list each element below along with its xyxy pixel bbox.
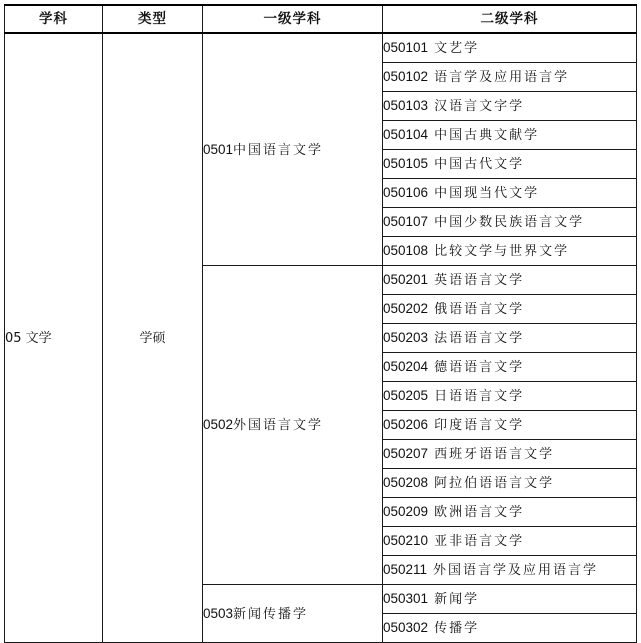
header-type: 类型 [103, 5, 203, 33]
degree-type-cell: 学硕 [103, 33, 203, 643]
second-level-cell [383, 237, 637, 266]
second-level-cell [383, 266, 637, 295]
subject-name: 俄语语言文学 [434, 302, 525, 317]
subject-name: 中国古代文学 [434, 157, 525, 172]
subject-code: 050206 [383, 417, 429, 432]
header-second-level: 二级学科 [383, 5, 637, 33]
subject-name: 比较文学与世界文学 [434, 244, 570, 259]
subject-code: 050301 [383, 591, 429, 606]
discipline-cell: 05 文学 [5, 33, 103, 643]
subject-code: 050205 [383, 388, 429, 403]
second-level-cell [383, 585, 637, 614]
subject-name: 汉语言文字学 [434, 99, 525, 114]
second-level-cell [383, 411, 637, 440]
table-body [5, 33, 637, 643]
second-level-cell [383, 179, 637, 208]
subject-name: 语言学及应用语言学 [434, 70, 570, 85]
subject-code: 050204 [383, 359, 429, 374]
second-level-cell [383, 150, 637, 179]
header-row [5, 5, 637, 33]
subject-code: 050201 [383, 272, 429, 287]
subject-name: 日语语言文学 [434, 389, 525, 404]
second-level-cell [383, 324, 637, 353]
subject-name: 外国语言学及应用语言学 [433, 563, 599, 578]
first-level-code: 0502 [203, 417, 234, 432]
subject-name: 欧洲语言文学 [434, 505, 525, 520]
second-level-cell [383, 33, 637, 63]
subject-code: 050209 [383, 504, 429, 519]
first-level-cell [203, 585, 383, 643]
second-level-cell [383, 208, 637, 237]
second-level-cell [383, 440, 637, 469]
subject-name: 新闻学 [434, 592, 480, 607]
second-level-cell [383, 469, 637, 498]
subject-code: 050106 [383, 185, 429, 200]
header-discipline: 学科 [5, 5, 103, 33]
subject-code: 050207 [383, 446, 429, 461]
subject-code: 050210 [383, 533, 429, 548]
subject-code: 050105 [383, 156, 429, 171]
subject-code: 050104 [383, 127, 429, 142]
subject-code: 050108 [383, 243, 429, 258]
first-level-code: 0501 [203, 141, 234, 157]
subject-code: 050107 [383, 214, 429, 229]
second-level-cell [383, 382, 637, 411]
subject-code: 050208 [383, 475, 429, 490]
majors-table [4, 4, 637, 643]
first-level-name: 中国语言文学 [233, 142, 324, 158]
subject-code: 050202 [383, 301, 429, 316]
first-level-name: 外国语言文学 [233, 418, 324, 433]
second-level-cell [383, 92, 637, 121]
subject-name: 文艺学 [434, 41, 480, 56]
subject-name: 印度语言文学 [434, 418, 525, 433]
second-level-cell [383, 353, 637, 382]
subject-code: 050102 [383, 69, 429, 84]
second-level-cell [383, 121, 637, 150]
table-header [5, 5, 637, 33]
subject-code: 050101 [383, 40, 429, 55]
subject-name: 法语语言文学 [434, 331, 525, 346]
second-level-cell [383, 63, 637, 92]
second-level-cell [383, 556, 637, 585]
subject-code: 050103 [383, 98, 429, 113]
subject-code: 050211 [383, 562, 428, 577]
first-level-cell [203, 33, 383, 266]
first-level-code: 0503 [203, 605, 234, 621]
subject-name: 英语语言文学 [434, 273, 525, 288]
first-level-cell [203, 266, 383, 585]
subject-name: 中国少数民族语言文学 [434, 215, 585, 230]
second-level-cell [383, 527, 637, 556]
subject-name: 中国现当代文学 [434, 186, 540, 201]
subject-name: 传播学 [434, 621, 480, 636]
subject-name: 中国古典文献学 [434, 128, 540, 143]
second-level-cell [383, 614, 637, 643]
first-level-name: 新闻传播学 [233, 606, 309, 622]
subject-name: 阿拉伯语语言文学 [434, 476, 555, 491]
subject-name: 西班牙语语言文学 [434, 447, 555, 462]
second-level-cell [383, 498, 637, 527]
subject-name: 亚非语言文学 [434, 534, 525, 549]
subject-name: 德语语言文学 [434, 360, 525, 375]
subject-code: 050203 [383, 330, 429, 345]
header-first-level: 一级学科 [203, 5, 383, 33]
second-level-cell [383, 295, 637, 324]
subject-code: 050302 [383, 620, 429, 635]
table-row [5, 33, 637, 63]
